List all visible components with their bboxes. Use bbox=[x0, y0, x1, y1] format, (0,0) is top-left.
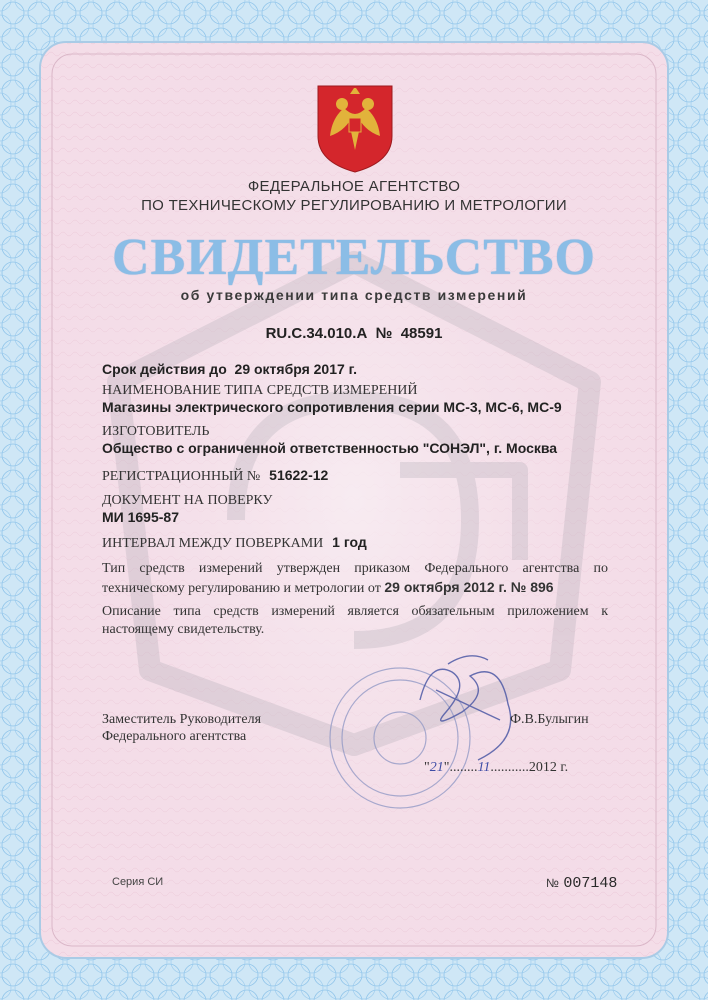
sign-date-year: 2012 г. bbox=[528, 760, 569, 775]
certificate-title: СВИДЕТЕЛЬСТВО bbox=[111, 229, 597, 286]
serial-number bbox=[546, 874, 617, 892]
type-name-label: НАИМЕНОВАНИЕ ТИПА СРЕДСТВ ИЗМЕРЕНИЙ bbox=[102, 383, 418, 398]
approval-order-date: 29 октября 2012 г. № 896 bbox=[384, 579, 554, 595]
sign-date-close-quote: " bbox=[443, 760, 450, 775]
validity-line bbox=[102, 361, 357, 377]
sign-date-month: 11 bbox=[477, 760, 491, 775]
approval-text: Тип средств измерений утвержден приказом Федерального агентства по техническому регулированию и метрологии от bbox=[102, 561, 608, 596]
serial-number-sign: № bbox=[546, 876, 559, 890]
sign-date-day: 21 bbox=[429, 760, 444, 775]
validity-label: Срок действия до bbox=[102, 361, 227, 377]
signatory-position-line2: Федерального агентства bbox=[102, 729, 247, 744]
manufacturer-label: ИЗГОТОВИТЕЛЬ bbox=[102, 424, 210, 439]
reg-number-line bbox=[102, 467, 328, 485]
registration-code: RU.C.34.010.A bbox=[265, 325, 368, 342]
signatory-position-line1: Заместитель Руководителя bbox=[102, 712, 262, 727]
approval-paragraph bbox=[102, 560, 608, 598]
interval-label: ИНТЕРВАЛ МЕЖДУ ПОВЕРКАМИ bbox=[102, 536, 324, 551]
description-paragraph: Описание типа средств измерений является обязательным приложением к настоящему свидетельству. bbox=[102, 604, 608, 637]
verification-doc-value: МИ 1695-87 bbox=[102, 509, 179, 525]
russian-coat-of-arms-icon bbox=[318, 86, 392, 172]
validity-date: 29 октября 2017 г. bbox=[234, 361, 358, 377]
agency-name-line1: ФЕДЕРАЛЬНОЕ АГЕНТСТВО bbox=[247, 178, 461, 195]
series-label: Серия СИ bbox=[112, 876, 164, 888]
manufacturer-value: Общество с ограниченной ответственностью "СОНЭЛ", г. Москва bbox=[102, 440, 558, 456]
interval-line bbox=[102, 534, 367, 552]
signatory-name: Ф.В.Булыгин bbox=[510, 712, 589, 727]
serial-number-value: 007148 bbox=[563, 875, 618, 892]
reg-number-label: РЕГИСТРАЦИОННЫЙ № bbox=[102, 469, 261, 484]
sign-date: "21"........11...........2012 г. bbox=[424, 760, 569, 775]
verification-doc-label: ДОКУМЕНТ НА ПОВЕРКУ bbox=[102, 493, 273, 508]
registration-line bbox=[0, 325, 708, 342]
agency-name-line2: ПО ТЕХНИЧЕСКОМУ РЕГУЛИРОВАНИЮ И МЕТРОЛОГИИ bbox=[141, 197, 567, 214]
type-name-value: Магазины электрического сопротивления серии МС-3, МС-6, МС-9 bbox=[102, 399, 562, 415]
reg-number-value: 51622-12 bbox=[269, 467, 329, 483]
interval-value: 1 год bbox=[332, 534, 367, 550]
registration-number-sign: № bbox=[375, 325, 393, 342]
certificate-subtitle: об утверждении типа средств измерений bbox=[180, 287, 528, 303]
sign-date-open-quote: " bbox=[424, 760, 430, 775]
registration-number: 48591 bbox=[400, 325, 443, 342]
